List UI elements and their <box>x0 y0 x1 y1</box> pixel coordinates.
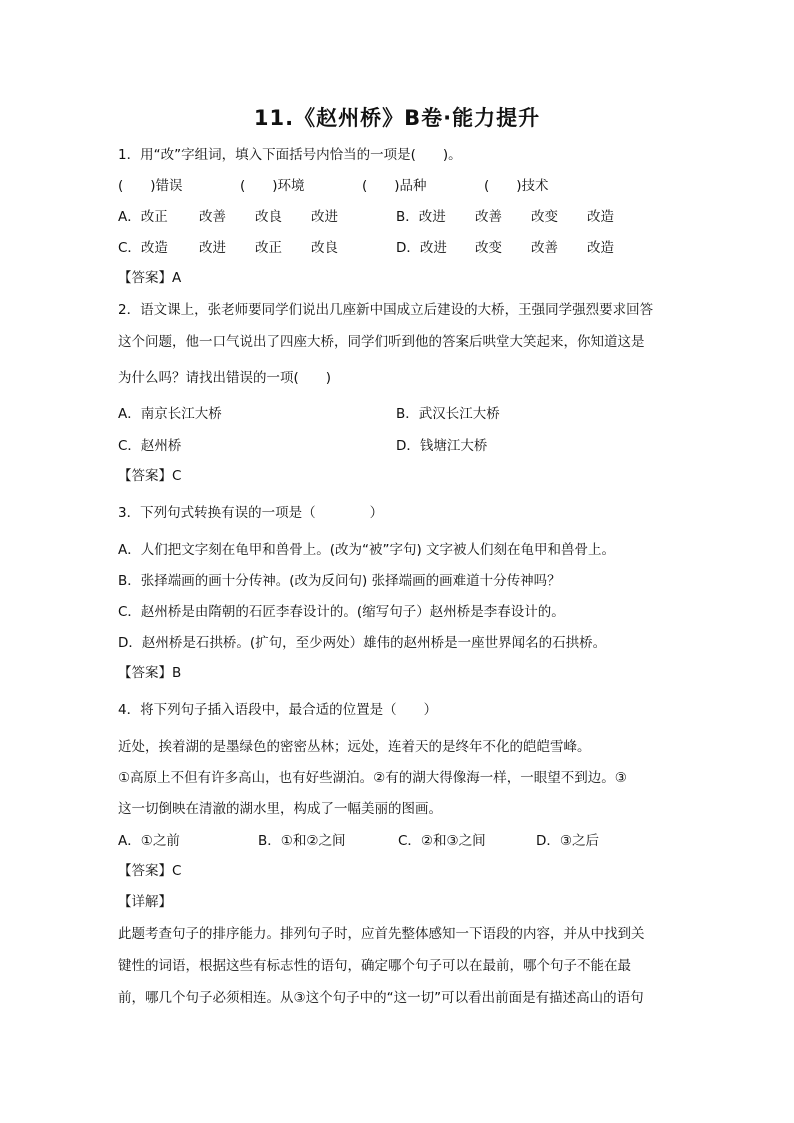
q4-sentence: 近处，挨着湖的是墨绿色的密密丛林；远处，连着天的是终年不化的皑皑雪峰。 <box>118 739 591 755</box>
q4-option-d: D．③之后 <box>536 833 599 849</box>
q1-option-a-word: 改进 <box>311 209 338 225</box>
q1-option-d-word: 改善 <box>531 240 558 256</box>
q4-detail-line-2: 键性的词语，根据这些有标志性的语句，确定哪个句子可以在最前，哪个句子不能在最 <box>118 958 631 974</box>
q1-option-d-word: 改变 <box>475 240 502 256</box>
q2-option-a: A．南京长江大桥 <box>118 406 222 422</box>
q1-option-c-word: 改进 <box>199 240 226 256</box>
q2-stem-line-2: 这个问题，他一口气说出了四座大桥，同学们听到他的答案后哄堂大笑起来，你知道这是 <box>118 334 645 350</box>
q4-option-b: B．①和②之间 <box>258 833 346 849</box>
q1-option-a-word: 改善 <box>199 209 226 225</box>
q3-option-b: B．张择端画的画十分传神。(改为反问句) 张择端画的画难道十分传神吗？ <box>118 573 561 589</box>
q2-answer: 【答案】C <box>118 468 182 484</box>
q4-detail-line-1: 此题考查句子的排序能力。排列句子时，应首先整体感知一下语段的内容，并从中找到关 <box>118 926 645 942</box>
q4-detail-label: 【详解】 <box>118 894 172 910</box>
q3-option-c: C．赵州桥是由隋朝的石匠李春设计的。(缩写句子）赵州桥是李春设计的。 <box>118 604 565 620</box>
q1-option-c-word: 改良 <box>311 240 338 256</box>
q1-option-b-word: 改变 <box>531 209 558 225</box>
q1-option-a-word: 改良 <box>255 209 282 225</box>
q1-option-d: D．改进 <box>396 240 447 256</box>
q4-option-c: C．②和③之间 <box>398 833 486 849</box>
q4-answer: 【答案】C <box>118 863 182 879</box>
q1-option-a: A．改正 <box>118 209 168 225</box>
q4-stem: 4．将下列句子插入语段中，最合适的位置是（ ） <box>118 702 438 718</box>
q2-option-d: D．钱塘江大桥 <box>396 438 488 454</box>
q2-option-c: C．赵州桥 <box>118 438 182 454</box>
q1-option-b-word: 改善 <box>475 209 502 225</box>
q2-stem-line-3: 为什么吗？请找出错误的一项( ) <box>118 370 332 386</box>
q1-option-d-word: 改造 <box>587 240 614 256</box>
q3-stem: 3．下列句式转换有误的一项是（ ） <box>118 505 384 521</box>
q1-answer: 【答案】A <box>118 270 182 286</box>
q2-stem-line-1: 2．语文课上，张老师要同学们说出几座新中国成立后建设的大桥，王强同学强烈要求回答 <box>118 302 654 318</box>
q1-blank-2: ( )环境 <box>240 178 305 194</box>
q3-answer: 【答案】B <box>118 665 182 681</box>
q1-option-b-word: 改造 <box>587 209 614 225</box>
q4-option-a: A．①之前 <box>118 833 180 849</box>
page-title: 11.《赵州桥》B卷·能力提升 <box>253 106 541 130</box>
q1-option-b: B．改进 <box>396 209 446 225</box>
q1-option-c: C．改造 <box>118 240 168 256</box>
q1-blank-1: ( )错误 <box>118 178 183 194</box>
q1-stem: 1．用“改”字组词，填入下面括号内恰当的一项是( )。 <box>118 147 462 163</box>
q2-option-b: B．武汉长江大桥 <box>396 406 500 422</box>
q1-blank-4: ( )技术 <box>484 178 549 194</box>
q4-detail-line-3: 前，哪几个句子必须相连。从③这个句子中的“这一切”可以看出前面是有描述高山的语句 <box>118 990 644 1006</box>
q3-option-d: D．赵州桥是石拱桥。(扩句，至少两处）雄伟的赵州桥是一座世界闻名的石拱桥。 <box>118 635 607 651</box>
q1-blank-3: ( )品种 <box>362 178 427 194</box>
q3-option-a: A．人们把文字刻在龟甲和兽骨上。(改为“被”字句) 文字被人们刻在龟甲和兽骨上。 <box>118 542 616 558</box>
q4-paragraph-line-1: ①高原上不但有许多高山，也有好些湖泊。②有的湖大得像海一样，一眼望不到边。③ <box>118 770 627 786</box>
q1-option-c-word: 改正 <box>255 240 282 256</box>
q4-paragraph-line-2: 这一切倒映在清澈的湖水里，构成了一幅美丽的图画。 <box>118 801 442 817</box>
